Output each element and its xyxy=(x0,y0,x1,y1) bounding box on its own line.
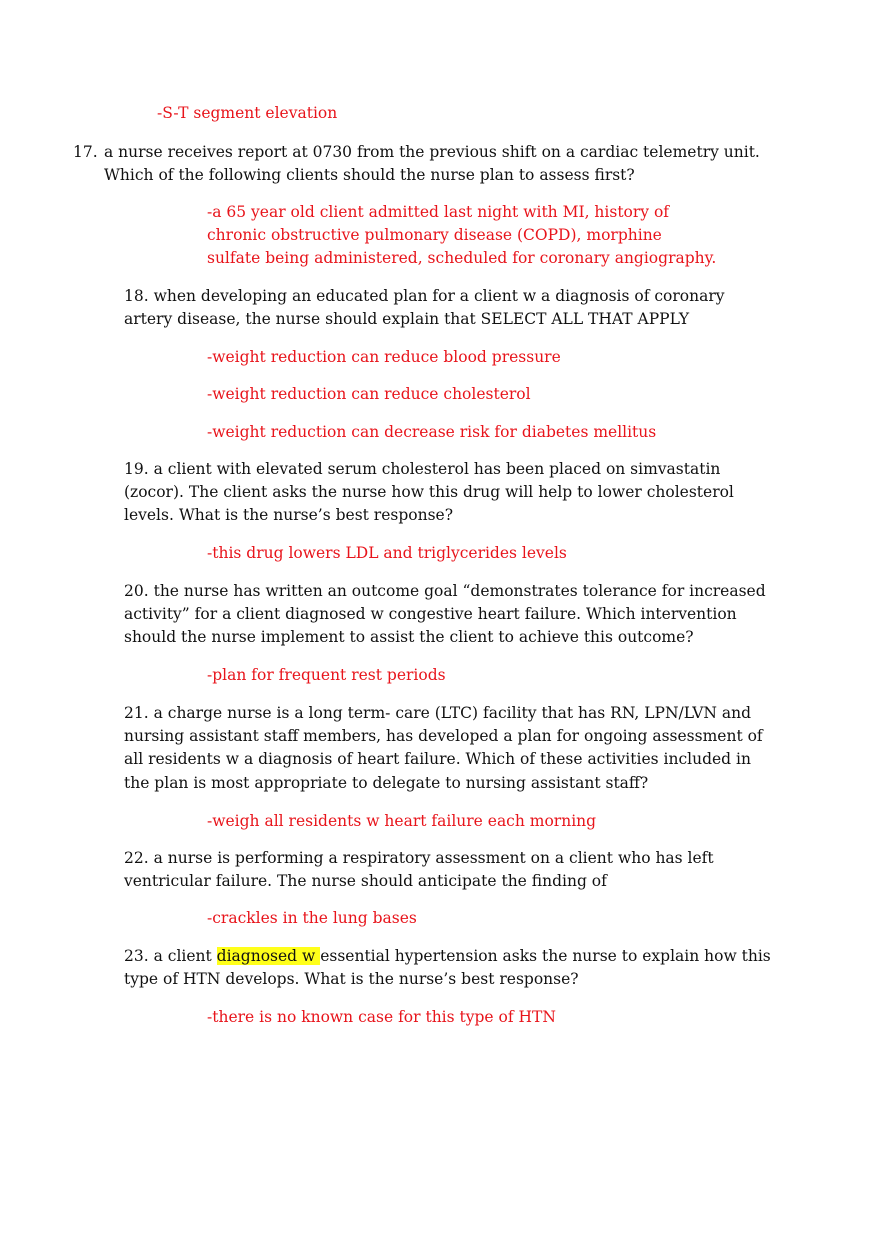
question-18 xyxy=(124,285,754,331)
question-19 xyxy=(124,458,784,528)
question-20 xyxy=(124,580,784,650)
answer-20: -plan for frequent rest periods xyxy=(207,666,446,684)
answer-19: -this drug lowers LDL and triglycerides levels xyxy=(207,544,567,562)
question-number: 21. xyxy=(124,704,149,722)
question-number: 17. xyxy=(73,143,98,161)
answer-18-a: -weight reduction can reduce blood pressure xyxy=(207,348,561,366)
question-number: 22. xyxy=(124,849,149,867)
answer-18-b: -weight reduction can reduce cholesterol xyxy=(207,385,531,403)
question-text: a client with elevated serum cholesterol has been placed on simvastatin (zocor). The client asks the nurse how this drug will help to lower cholesterol levels. What is the nurse’s best response? xyxy=(124,460,734,525)
question-number: 18. xyxy=(124,287,149,305)
question-17 xyxy=(73,141,784,187)
answer-17: -a 65 year old client admitted last night with MI, history of chronic obstructive pulmonary disease (COPD), morphine sulfate being administered, scheduled for coronary angiography. xyxy=(207,203,717,268)
answer-22: -crackles in the lung bases xyxy=(207,909,417,927)
answer-18-c: -weight reduction can decrease risk for diabetes mellitus xyxy=(207,423,657,441)
question-number: 23. xyxy=(124,947,149,965)
question-text: a nurse receives report at 0730 from the previous shift on a cardiac telemetry unit. Which of the following clients should the nurse plan to assess first? xyxy=(104,143,760,185)
answer-21: -weigh all residents w heart failure each morning xyxy=(207,812,597,830)
question-text-end: essential hypertension asks the nurse to explain how this type of HTN develops. What is the nurse’s best response? xyxy=(124,947,771,989)
question-21 xyxy=(124,702,774,795)
question-22 xyxy=(124,847,774,893)
question-text-start: a client xyxy=(153,947,217,965)
question-text: a nurse is performing a respiratory assessment on a client who has left ventricular failure. The nurse should anticipate the finding of xyxy=(124,849,714,891)
answer-23: -there is no known case for this type of HTN xyxy=(207,1008,556,1026)
question-number: 20. xyxy=(124,582,149,600)
question-text: the nurse has written an outcome goal “demonstrates tolerance for increased activity” for a client diagnosed w congestive heart failure. Which intervention should the nurse implement to assist the client to achieve this outcome? xyxy=(124,582,766,647)
highlighted-text: diagnosed w xyxy=(216,947,321,965)
answer-16: -S-T segment elevation xyxy=(157,104,338,122)
question-text: when developing an educated plan for a client w a diagnosis of coronary artery disease, the nurse should explain that SELECT ALL THAT APPLY xyxy=(124,287,725,329)
question-23 xyxy=(124,945,774,991)
question-number: 19. xyxy=(124,460,149,478)
question-text: a charge nurse is a long term- care (LTC) facility that has RN, LPN/LVN and nursing assistant staff members, has developed a plan for ongoing assessment of all residents w a diagnosis of heart failure. Which of these activities included in the plan is most appropriate to delegate to nursing assistant staff? xyxy=(124,704,763,792)
